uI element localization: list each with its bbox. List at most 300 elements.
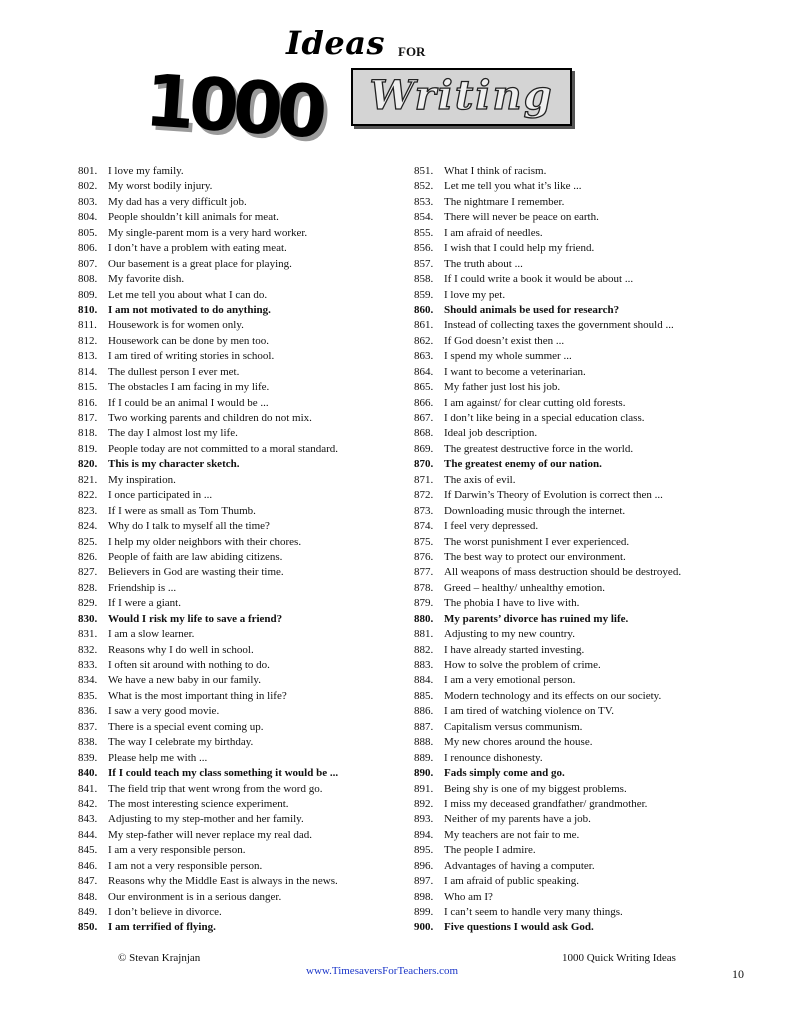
- list-item: [414, 241, 714, 256]
- item-number: 888.: [414, 736, 434, 749]
- item-number: 828.: [78, 581, 98, 594]
- item-text: What is the most important thing in life?: [108, 689, 287, 702]
- item-number: 805.: [78, 226, 98, 239]
- list-item: [78, 426, 408, 441]
- item-number: 830.: [78, 612, 98, 625]
- list-item: [78, 473, 408, 488]
- item-text: Believers in God are wasting their time.: [108, 566, 284, 579]
- item-text: I am a slow learner.: [108, 628, 195, 641]
- item-number: 810.: [78, 303, 98, 316]
- item-text: The best way to protect our environment.: [444, 550, 626, 563]
- item-number: 801.: [78, 165, 98, 177]
- item-text: I am not a very responsible person.: [108, 859, 263, 872]
- ideas-list-right: [414, 164, 714, 936]
- list-item: [78, 612, 408, 627]
- item-number: 853.: [414, 195, 434, 208]
- item-text: I don’t like being in a special education class.: [444, 412, 645, 424]
- item-number: 881.: [414, 628, 434, 641]
- item-text: The people I admire.: [444, 844, 536, 857]
- item-number: 824.: [78, 520, 98, 533]
- list-item: [414, 473, 714, 488]
- list-item: [414, 704, 714, 719]
- list-item: [78, 658, 408, 673]
- list-item: [414, 365, 714, 380]
- item-number: 808.: [78, 273, 98, 286]
- title-writing: Writing: [369, 72, 554, 119]
- list-item: [414, 905, 714, 920]
- item-text: The greatest destructive force in the world.: [444, 442, 634, 455]
- item-text: The phobia I have to live with.: [444, 597, 580, 610]
- item-text: Would I risk my life to save a friend?: [108, 612, 283, 625]
- item-text: I don’t believe in divorce.: [108, 906, 222, 918]
- item-number: 897.: [414, 875, 434, 888]
- item-text: Housework can be done by men too.: [108, 334, 269, 347]
- list-item: [78, 920, 408, 935]
- list-item: [78, 550, 408, 565]
- item-text: Being shy is one of my biggest problems.: [444, 782, 627, 795]
- list-item: [414, 457, 714, 472]
- item-text: My step-father will never replace my real dad.: [108, 828, 313, 841]
- item-number: 833.: [78, 659, 98, 671]
- item-number: 896.: [414, 859, 434, 872]
- item-text: The way I celebrate my birthday.: [108, 736, 254, 749]
- list-item: [414, 812, 714, 827]
- item-number: 841.: [78, 782, 98, 795]
- item-number: 859.: [414, 288, 434, 301]
- list-item: [78, 380, 408, 395]
- list-item: [414, 442, 714, 457]
- item-text: I don’t have a problem with eating meat.: [108, 242, 287, 255]
- item-text: Our environment is in a serious danger.: [108, 890, 282, 903]
- item-number: 834.: [78, 674, 98, 687]
- list-item: [414, 272, 714, 287]
- item-number: 848.: [78, 890, 98, 903]
- item-text: I am a very responsible person.: [108, 844, 246, 857]
- list-item: [78, 535, 408, 550]
- list-item: [414, 890, 714, 905]
- title-ideas: Ideas: [286, 24, 385, 62]
- item-text: Let me tell you what it’s like ...: [444, 180, 582, 193]
- item-text: The truth about ...: [444, 257, 523, 270]
- item-number: 872.: [414, 489, 434, 502]
- item-number: 855.: [414, 226, 434, 239]
- item-number: 869.: [414, 442, 434, 455]
- list-item: [78, 905, 408, 920]
- list-item: [78, 257, 408, 272]
- list-item: [78, 735, 408, 750]
- item-number: 831.: [78, 628, 98, 641]
- list-item: [414, 782, 714, 797]
- item-text: I have already started investing.: [444, 643, 585, 656]
- item-number: 809.: [78, 288, 98, 301]
- item-text: Adjusting to my step-mother and her family.: [108, 813, 304, 826]
- item-number: 900.: [414, 921, 434, 934]
- item-text: I am tired of writing stories in school.: [108, 350, 275, 363]
- list-item: [414, 349, 714, 364]
- item-text: There will never be peace on earth.: [444, 211, 599, 224]
- list-item: [78, 164, 408, 179]
- item-text: Five questions I would ask God.: [444, 921, 594, 934]
- item-text: Modern technology and its effects on our society.: [444, 689, 662, 702]
- item-number: 851.: [414, 165, 434, 177]
- item-number: 845.: [78, 844, 98, 857]
- item-number: 839.: [78, 751, 98, 764]
- item-text: If I could be an animal I would be ...: [108, 396, 269, 409]
- footer-url-link[interactable]: www.TimesaversForTeachers.com: [306, 965, 459, 977]
- item-text: Should animals be used for research?: [444, 303, 620, 316]
- item-number: 874.: [414, 520, 434, 533]
- item-number: 857.: [414, 257, 434, 270]
- item-number: 867.: [414, 412, 434, 424]
- list-item: [414, 535, 714, 550]
- item-number: 814.: [78, 365, 98, 378]
- item-text: People today are not committed to a moral standard.: [108, 442, 339, 455]
- item-number: 825.: [78, 535, 98, 548]
- item-text: My parents’ divorce has ruined my life.: [444, 612, 629, 625]
- list-item: [78, 859, 408, 874]
- list-item: [78, 581, 408, 596]
- list-item: [414, 596, 714, 611]
- list-item: [78, 241, 408, 256]
- list-item: [414, 519, 714, 534]
- item-number: 817.: [78, 412, 98, 424]
- list-item: [78, 874, 408, 889]
- list-item: [414, 643, 714, 658]
- item-number: 812.: [78, 334, 98, 347]
- item-text: I wish that I could help my friend.: [444, 242, 595, 255]
- item-text: The nightmare I remember.: [444, 195, 565, 208]
- item-number: 816.: [78, 396, 98, 409]
- item-number: 858.: [414, 273, 434, 286]
- list-item: [78, 890, 408, 905]
- item-text: How to solve the problem of crime.: [444, 659, 601, 671]
- list-item: [414, 658, 714, 673]
- list-item: [414, 179, 714, 194]
- item-text: My dad has a very difficult job.: [108, 195, 247, 208]
- item-number: 806.: [78, 242, 98, 255]
- list-item: [78, 519, 408, 534]
- list-item: [78, 442, 408, 457]
- item-number: 821.: [78, 473, 98, 486]
- item-number: 818.: [78, 427, 98, 440]
- item-text: I am against/ for clear cutting old forests.: [444, 396, 626, 409]
- item-number: 832.: [78, 643, 98, 656]
- item-number: 813.: [78, 350, 98, 363]
- item-number: 899.: [414, 906, 434, 918]
- item-text: If I could teach my class something it would be ...: [108, 767, 339, 780]
- item-number: 844.: [78, 828, 98, 841]
- list-item: [78, 288, 408, 303]
- item-number: 884.: [414, 674, 434, 687]
- item-number: 819.: [78, 442, 98, 455]
- item-text: Greed – healthy/ unhealthy emotion.: [444, 581, 605, 594]
- item-text: I renounce dishonesty.: [444, 751, 543, 764]
- list-item: [78, 565, 408, 580]
- list-item: [78, 720, 408, 735]
- item-text: We have a new baby in our family.: [108, 674, 261, 687]
- item-text: My father just lost his job.: [444, 381, 561, 394]
- list-item: [78, 596, 408, 611]
- item-number: 864.: [414, 365, 434, 378]
- item-number: 879.: [414, 597, 434, 610]
- item-text: Friendship is ...: [108, 581, 177, 594]
- list-item: [414, 210, 714, 225]
- title-1000: 1000: [142, 58, 324, 155]
- list-item: [78, 318, 408, 333]
- item-number: 802.: [78, 180, 98, 193]
- item-text: I am tired of watching violence on TV.: [444, 705, 615, 718]
- list-item: [78, 179, 408, 194]
- item-text: I am afraid of needles.: [444, 226, 543, 239]
- item-text: My teachers are not fair to me.: [444, 828, 580, 841]
- item-text: I love my pet.: [444, 288, 506, 301]
- item-text: Capitalism versus communism.: [444, 720, 583, 733]
- item-text: The worst punishment I ever experienced.: [444, 535, 630, 548]
- item-text: Instead of collecting taxes the government should ...: [444, 319, 674, 332]
- item-text: Let me tell you about what I can do.: [108, 288, 268, 301]
- item-text: I once participated in ...: [108, 489, 213, 502]
- item-number: 850.: [78, 921, 98, 934]
- item-number: 871.: [414, 473, 434, 486]
- title-for: FOR: [398, 44, 426, 59]
- list-item: [78, 673, 408, 688]
- item-text: I want to become a veterinarian.: [444, 365, 586, 378]
- list-item: [78, 766, 408, 781]
- item-number: 815.: [78, 381, 98, 394]
- item-number: 894.: [414, 828, 434, 841]
- list-item: [414, 164, 714, 179]
- item-number: 873.: [414, 504, 434, 517]
- item-text: My worst bodily injury.: [108, 180, 213, 193]
- item-text: The obstacles I am facing in my life.: [108, 381, 270, 394]
- item-text: All weapons of mass destruction should be destroyed.: [444, 566, 682, 579]
- list-item: [78, 303, 408, 318]
- item-number: 886.: [414, 705, 434, 718]
- item-text: The most interesting science experiment.: [108, 797, 289, 810]
- list-item: [414, 411, 714, 426]
- item-text: Who am I?: [444, 890, 493, 903]
- list-item: [414, 195, 714, 210]
- list-item: [414, 581, 714, 596]
- item-number: 892.: [414, 797, 434, 810]
- list-item: [414, 751, 714, 766]
- item-text: The field trip that went wrong from the word go.: [108, 782, 323, 795]
- list-item: [414, 226, 714, 241]
- item-number: 878.: [414, 581, 434, 594]
- item-number: 820.: [78, 458, 98, 471]
- item-number: 870.: [414, 458, 434, 471]
- item-number: 827.: [78, 566, 98, 579]
- list-item: [78, 195, 408, 210]
- item-number: 822.: [78, 489, 98, 502]
- list-item: [414, 612, 714, 627]
- list-item: [78, 365, 408, 380]
- item-number: 895.: [414, 844, 434, 857]
- item-number: 842.: [78, 797, 98, 810]
- page-number: 10: [732, 967, 744, 981]
- item-number: 811.: [78, 319, 97, 332]
- item-number: 849.: [78, 906, 98, 918]
- list-item: [78, 210, 408, 225]
- list-item: [414, 396, 714, 411]
- list-item: [78, 272, 408, 287]
- item-text: Housework is for women only.: [108, 319, 244, 332]
- item-text: If God doesn’t exist then ...: [444, 334, 565, 347]
- item-text: I often sit around with nothing to do.: [108, 659, 270, 671]
- list-item: [414, 689, 714, 704]
- list-item: [414, 874, 714, 889]
- item-number: 893.: [414, 813, 434, 826]
- item-text: People shouldn’t kill animals for meat.: [108, 211, 279, 224]
- item-text: Why do I talk to myself all the time?: [108, 520, 270, 533]
- item-text: I spend my whole summer ...: [444, 350, 572, 363]
- item-text: There is a special event coming up.: [108, 720, 264, 733]
- title-writing-box: [351, 68, 572, 126]
- item-number: 826.: [78, 550, 98, 563]
- list-item: [78, 488, 408, 503]
- list-item: [414, 720, 714, 735]
- item-text: The dullest person I ever met.: [108, 365, 240, 378]
- item-number: 861.: [414, 319, 434, 332]
- item-text: Ideal job description.: [444, 427, 538, 440]
- item-number: 847.: [78, 875, 98, 888]
- item-text: My new chores around the house.: [444, 736, 593, 749]
- item-number: 860.: [414, 303, 434, 316]
- item-number: 804.: [78, 211, 98, 224]
- list-item: [414, 318, 714, 333]
- list-item: [414, 766, 714, 781]
- title-banner: [0, 0, 791, 165]
- item-text: I help my older neighbors with their chores.: [108, 535, 302, 548]
- list-item: [414, 735, 714, 750]
- list-item: [414, 797, 714, 812]
- item-text: Neither of my parents have a job.: [444, 813, 591, 826]
- item-text: I love my family.: [108, 165, 184, 177]
- item-number: 823.: [78, 504, 98, 517]
- list-item: [78, 751, 408, 766]
- item-text: I am not motivated to do anything.: [108, 303, 271, 316]
- item-text: I saw a very good movie.: [108, 705, 220, 718]
- item-number: 876.: [414, 550, 434, 563]
- item-number: 840.: [78, 767, 98, 780]
- list-item: [78, 627, 408, 642]
- item-number: 836.: [78, 705, 98, 718]
- item-text: If I were as small as Tom Thumb.: [108, 504, 256, 517]
- item-number: 890.: [414, 767, 434, 780]
- item-number: 829.: [78, 597, 98, 610]
- list-item: [414, 828, 714, 843]
- list-item: [414, 859, 714, 874]
- item-text: What I think of racism.: [444, 165, 547, 177]
- list-item: [78, 349, 408, 364]
- item-text: Reasons why I do well in school.: [108, 643, 254, 656]
- list-item: [414, 673, 714, 688]
- footer-copyright: © Stevan Krajnjan: [118, 952, 201, 964]
- ideas-list-left: [78, 164, 408, 936]
- item-number: 885.: [414, 689, 434, 702]
- item-text: If I could write a book it would be about ...: [444, 273, 634, 286]
- item-number: 837.: [78, 720, 98, 733]
- item-number: 866.: [414, 396, 434, 409]
- list-item: [78, 396, 408, 411]
- item-text: Adjusting to my new country.: [444, 628, 575, 641]
- list-item: [78, 334, 408, 349]
- item-text: Two working parents and children do not mix.: [108, 412, 312, 424]
- list-item: [414, 550, 714, 565]
- item-number: 880.: [414, 612, 434, 625]
- item-text: The greatest enemy of our nation.: [444, 458, 602, 471]
- list-item: [414, 504, 714, 519]
- item-number: 852.: [414, 180, 434, 193]
- item-number: 835.: [78, 689, 98, 702]
- list-item: [414, 380, 714, 395]
- item-text: I miss my deceased grandfather/ grandmother.: [444, 797, 648, 810]
- list-item: [414, 565, 714, 580]
- item-text: Advantages of having a computer.: [444, 859, 595, 872]
- list-item: [78, 782, 408, 797]
- list-item: [414, 257, 714, 272]
- list-item: [414, 920, 714, 935]
- item-number: 868.: [414, 427, 434, 440]
- item-text: Fads simply come and go.: [444, 767, 565, 780]
- list-item: [78, 704, 408, 719]
- item-number: 807.: [78, 257, 98, 270]
- item-number: 862.: [414, 334, 434, 347]
- list-item: [78, 226, 408, 241]
- item-number: 843.: [78, 813, 98, 826]
- item-text: Our basement is a great place for playing.: [108, 257, 292, 270]
- item-text: If I were a giant.: [108, 597, 181, 610]
- list-item: [414, 843, 714, 858]
- item-text: I feel very depressed.: [444, 520, 539, 533]
- item-number: 803.: [78, 195, 98, 208]
- item-number: 856.: [414, 242, 434, 255]
- list-item: [78, 843, 408, 858]
- item-number: 854.: [414, 211, 434, 224]
- item-number: 883.: [414, 659, 434, 671]
- list-item: [78, 504, 408, 519]
- list-item: [414, 488, 714, 503]
- list-item: [78, 411, 408, 426]
- item-number: 846.: [78, 859, 98, 872]
- item-number: 889.: [414, 751, 434, 764]
- item-text: I am terrified of flying.: [108, 921, 216, 934]
- item-text: This is my character sketch.: [108, 458, 240, 471]
- list-item: [414, 627, 714, 642]
- item-number: 891.: [414, 782, 434, 795]
- item-number: 838.: [78, 736, 98, 749]
- item-text: I can’t seem to handle very many things.: [444, 906, 623, 918]
- item-number: 863.: [414, 350, 434, 363]
- item-number: 875.: [414, 535, 434, 548]
- list-item: [414, 288, 714, 303]
- item-text: If Darwin’s Theory of Evolution is correct then ...: [444, 489, 663, 502]
- item-text: The axis of evil.: [444, 473, 516, 486]
- list-item: [78, 828, 408, 843]
- list-item: [78, 689, 408, 704]
- item-text: I am a very emotional person.: [444, 674, 576, 687]
- list-item: [78, 812, 408, 827]
- item-text: The day I almost lost my life.: [108, 427, 238, 440]
- list-item: [78, 797, 408, 812]
- item-text: My inspiration.: [108, 473, 176, 486]
- list-item: [78, 457, 408, 472]
- footer-book-title: 1000 Quick Writing Ideas: [562, 952, 676, 964]
- item-text: My single-parent mom is a very hard worker.: [108, 226, 308, 239]
- item-text: My favorite dish.: [108, 273, 185, 286]
- list-item: [414, 303, 714, 318]
- list-item: [414, 426, 714, 441]
